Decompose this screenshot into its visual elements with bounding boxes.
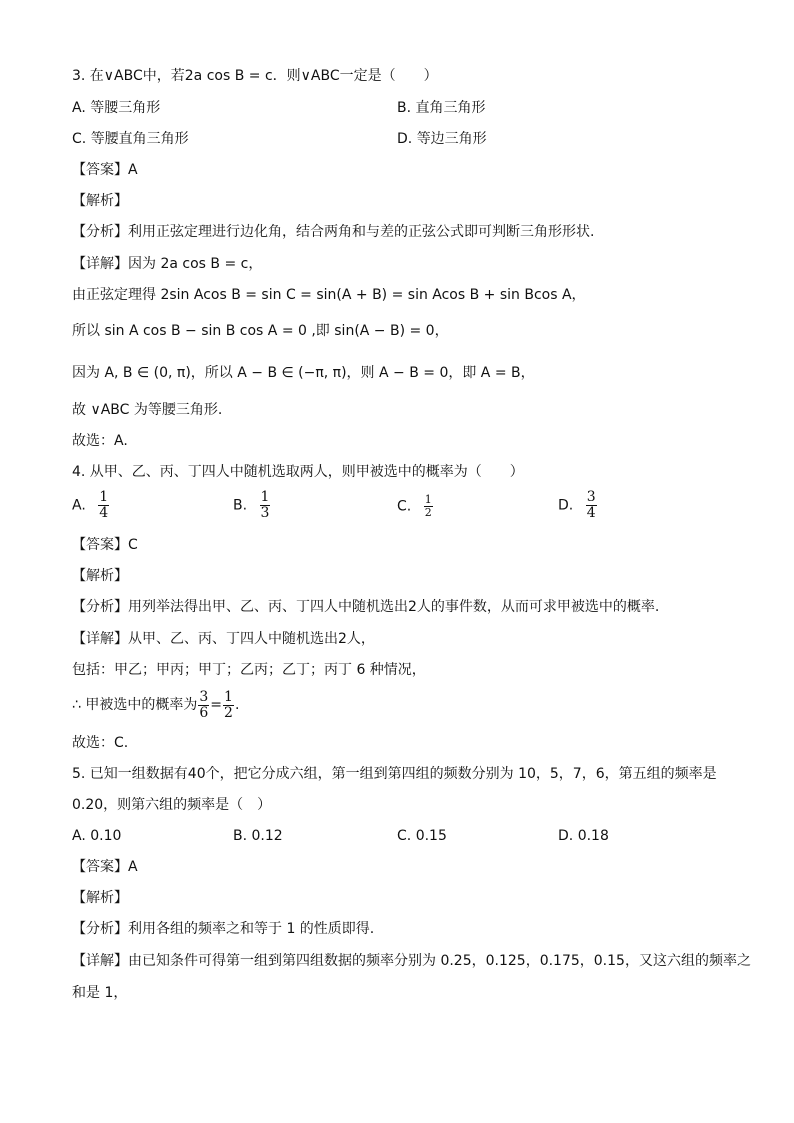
option-text: 0.10	[90, 828, 122, 844]
fraction-denominator: 6	[199, 704, 209, 721]
option-text: 直角三角形	[415, 100, 486, 116]
option-key: D.	[558, 828, 574, 844]
q5-option-b	[233, 827, 283, 845]
q3-analysis: 【分析】利用正弦定理进行边化角，结合两角和与差的正弦公式即可判断三角形形状.	[72, 224, 595, 240]
fraction-denominator: 4	[99, 505, 109, 521]
fraction-denominator: 2	[224, 704, 233, 721]
q5-detail-line-2: 和是 1，	[72, 985, 128, 1001]
q3-answer: 【答案】A	[72, 162, 138, 178]
q5-stem-line-2: 0.20，则第六组的频率是（ ）	[72, 797, 272, 813]
q3-analysis-title: 【解析】	[72, 193, 128, 209]
q4-stem: 4. 从甲、乙、丙、丁四人中随机选取两人，则甲被选中的概率为（ ）	[72, 464, 524, 480]
q3-option-c	[72, 130, 189, 148]
option-text: 等边三角形	[416, 131, 487, 147]
q3-option-d	[397, 130, 487, 148]
q5-answer: 【答案】A	[72, 859, 138, 875]
fraction-denominator: 2	[424, 506, 432, 519]
q3-stem: 3. 在∨ABC中，若2a cos B = c．则∨ABC一定是（ ）	[72, 68, 438, 84]
fraction-numerator: 1	[424, 493, 432, 506]
fraction	[424, 494, 433, 519]
option-key: C.	[397, 498, 412, 515]
q4-detail-2: 包括：甲乙；甲丙；甲丁；乙丙；乙丁；丙丁 6 种情况，	[72, 662, 426, 678]
option-key: D.	[558, 497, 574, 514]
option-key: A.	[72, 100, 86, 116]
fraction	[586, 490, 597, 521]
q4-choose: 故选：C.	[72, 735, 129, 751]
q4-answer: 【答案】C	[72, 537, 138, 553]
q3-detail-4: 因为 A, B ∈ (0, π)，所以 A − B ∈ (−π, π)，则 A − B = 0，即 A = B，	[72, 365, 535, 381]
option-key: C.	[72, 131, 87, 147]
q3-detail-6: 故选：A.	[72, 433, 128, 449]
q5-option-a	[72, 827, 121, 845]
fraction-numerator: 3	[199, 688, 209, 705]
q5-detail-line-1: 【详解】由已知条件可得第一组到第四组数据的频率分别为 0.25，0.125，0.175，0.15，又这六组的频率之	[72, 953, 751, 969]
option-text: 0.15	[415, 828, 447, 844]
q4-option-c	[397, 494, 433, 519]
option-text: 等腰三角形	[90, 100, 161, 116]
option-text: 0.12	[251, 828, 283, 844]
q4-analysis-title: 【解析】	[72, 568, 128, 584]
fraction-numerator: 3	[586, 489, 596, 505]
q5-stem-line-1: 5. 已知一组数据有40个，把它分成六组，第一组到第四组的频数分别为 10，5，7，6，第五组的频率是	[72, 766, 717, 782]
option-key: D.	[397, 131, 413, 147]
q3-detail-3: 所以 sin A cos B − sin B cos A = 0 ,即 sin(A − B) = 0，	[72, 323, 449, 339]
q3-detail-5: 故 ∨ABC 为等腰三角形.	[72, 402, 223, 418]
fraction	[260, 490, 271, 521]
option-key: B.	[397, 100, 412, 116]
q5-option-c	[397, 827, 447, 845]
q4-analysis: 【分析】用列举法得出甲、乙、丙、丁四人中随机选出2人的事件数，从而可求甲被选中的概率.	[72, 599, 660, 615]
q3-option-a	[72, 99, 160, 117]
fraction-numerator: 1	[99, 489, 109, 505]
q4-detail-1: 【详解】从甲、乙、丙、丁四人中随机选出2人，	[72, 631, 375, 647]
fraction-denominator: 4	[586, 505, 596, 521]
fraction-denominator: 3	[260, 505, 270, 521]
option-text: 等腰直角三角形	[90, 131, 189, 147]
option-key: B.	[233, 828, 248, 844]
q4-probability-line	[72, 688, 239, 722]
equals-sign: =	[210, 697, 223, 713]
q3-option-b	[397, 99, 486, 117]
q3-detail-1: 【详解】因为 2a cos B = c，	[72, 256, 263, 272]
probability-prefix: ∴ 甲被选中的概率为	[72, 697, 198, 713]
q5-analysis-title: 【解析】	[72, 890, 128, 906]
option-key: A.	[72, 497, 86, 514]
q3-detail-2: 由正弦定理得 2sin Acos B = sin C = sin(A + B) = sin Acos B + sin Bcos A，	[72, 287, 586, 303]
fraction	[98, 490, 109, 521]
q4-option-a	[72, 490, 109, 521]
option-text: 0.18	[577, 828, 609, 844]
fraction-numerator: 1	[260, 489, 270, 505]
q5-analysis: 【分析】利用各组的频率之和等于 1 的性质即得.	[72, 921, 375, 937]
option-key: A.	[72, 828, 86, 844]
q4-option-b	[233, 490, 270, 521]
fraction-numerator: 1	[224, 688, 233, 705]
fraction	[223, 690, 234, 721]
option-key: B.	[233, 497, 248, 514]
period: .	[234, 697, 240, 713]
option-key: C.	[397, 828, 412, 844]
q4-option-d	[558, 490, 597, 521]
fraction	[198, 690, 209, 721]
q5-option-d	[558, 827, 609, 845]
